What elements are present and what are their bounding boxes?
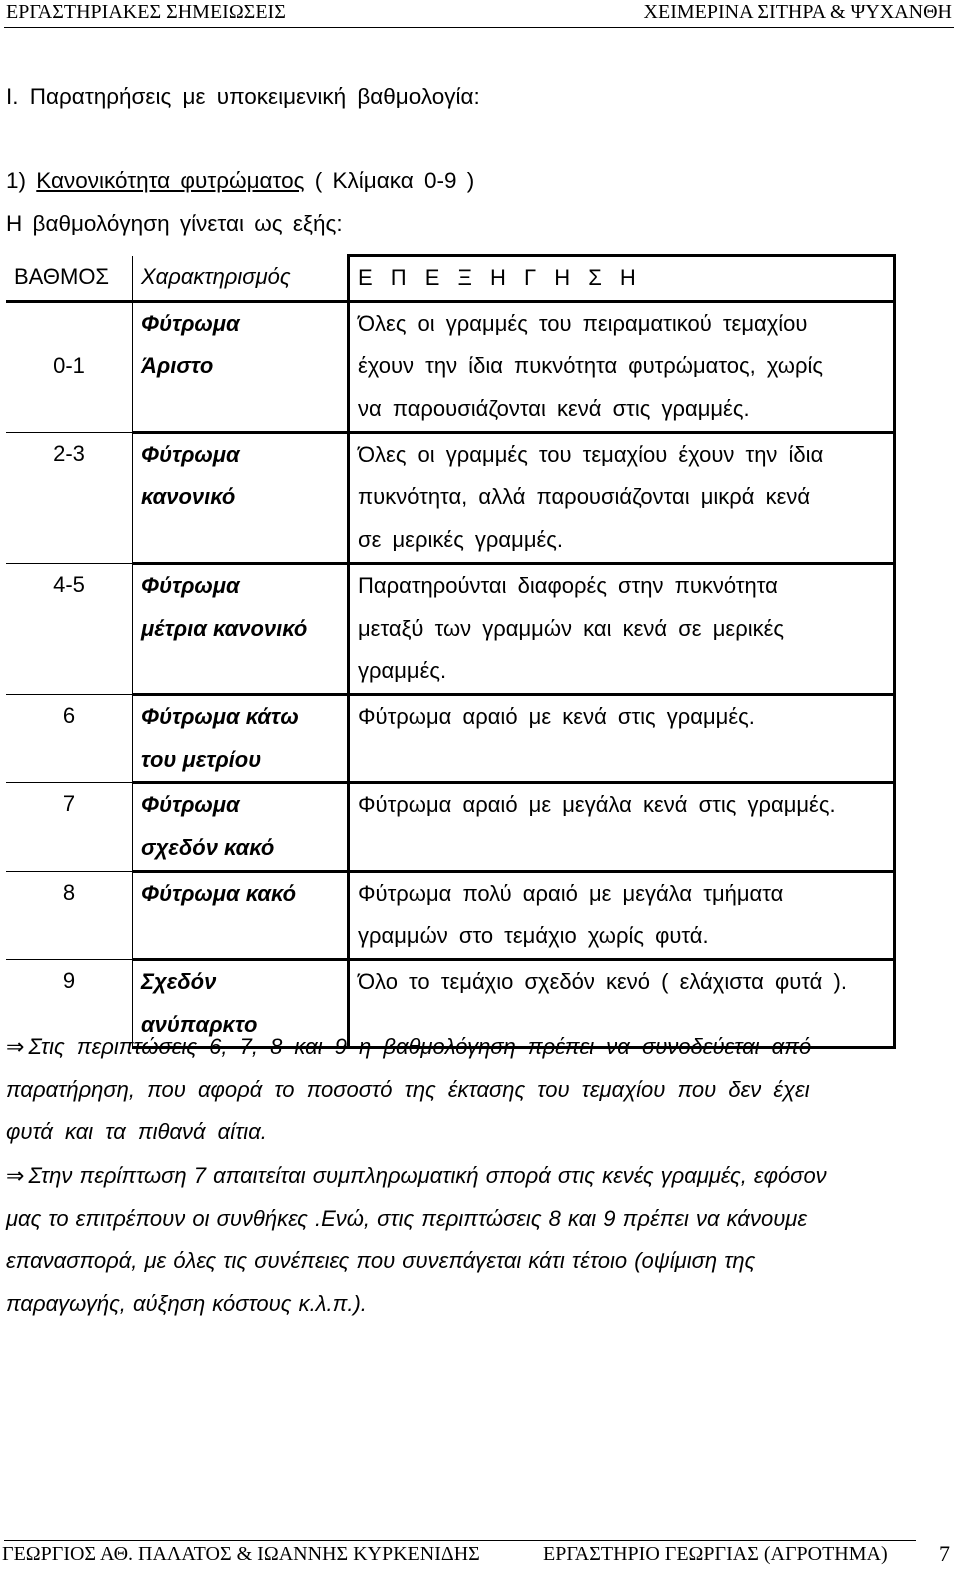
grading-table [6,254,896,1049]
table-row [6,301,895,432]
grade-cell-line: 8 [62,879,76,905]
table-row [6,783,895,871]
note-line: φυτά και τα πιθανά αίτια. [6,1119,267,1145]
scale-name: Κανονικότητα φυτρώματος [36,168,305,193]
characterization-cell [133,694,349,782]
grade-cell-line: 2-3 [53,440,85,466]
grade-cell [6,871,133,959]
footer-divider [4,1540,916,1541]
grade-cell-line: 0-1 [53,353,85,379]
explanation-cell-line: γραμμές. [358,658,447,684]
implies-arrow-icon: ⇒ [6,1163,25,1188]
grade-cell-line [6,388,132,431]
grade-cell-line [6,914,132,957]
grade-cell-line [6,518,132,561]
explanation-cell-line: Φύτρωμα πολύ αραιό με μεγάλα τμήματα [358,880,784,906]
characterization-cell [133,563,349,694]
explanation-cell-line: έχουν την ίδια πυκνότητα φυτρώματος, χωρίς [358,353,823,379]
grade-cell-line: 6 [62,702,76,728]
characterization-cell [133,871,349,959]
section-title: Ι. Παρατηρήσεις με υποκειμενική βαθμολογία: [6,84,480,109]
grade-cell-line: 9 [62,968,76,994]
running-header-right: ΧΕΙΜΕΡΙΝΑ ΣΙΤΗΡΑ & ΨΥΧΑΝΘΗ [643,1,952,23]
grading-intro: Η βαθμολόγηση γίνεται ως εξής: [6,211,343,236]
grade-cell [6,432,133,563]
grade-cell [6,783,133,871]
characterization-cell-line [141,388,347,431]
characterization-cell-line: Φύτρωμα [141,572,240,598]
characterization-cell-line: του μετρίου [141,746,262,772]
characterization-cell-line [141,650,347,693]
characterization-cell-line: Φύτρωμα [141,441,240,467]
grade-cell-line [6,738,132,781]
implies-arrow-icon: ⇒ [6,1034,25,1059]
explanation-cell [349,563,895,694]
grade-cell-line [6,607,132,650]
table-row [6,871,895,959]
grade-cell [6,694,133,782]
grade-cell-line [6,475,132,518]
note-line: Στις περιπτώσεις 6, 7, 8 και 9 η βαθμολόγηση πρέπει να συνοδεύεται από [28,1034,812,1059]
explanation-cell-line: πυκνότητα, αλλά παρουσιάζονται μικρά κενά [358,484,811,510]
characterization-cell-line: Φύτρωμα κάτω [141,703,299,729]
running-header-left: ΕΡΓΑΣΤΗΡΙΑΚΕΣ ΣΗΜΕΙΩΣΕΙΣ [6,1,286,23]
explanation-cell-line [358,827,893,870]
grade-cell-line: 7 [62,791,76,817]
characterization-cell-line: Σχεδόν [141,969,217,995]
page-number: 7 [939,1541,950,1566]
explanation-cell [349,783,895,871]
note-missing-plants [6,1026,926,1154]
explanation-cell-line: Όλες οι γραμμές του τεμαχίου έχουν την ίδια [358,441,824,467]
grade-cell-line [6,649,132,692]
explanation-cell [349,432,895,563]
grade-cell-line [6,303,132,346]
grade-cell-line [6,826,132,869]
characterization-cell-line: Φύτρωμα [141,310,240,336]
note-line: μας το επιτρέπουν οι συνθήκες .Ενώ, στις περιπτώσεις 8 και 9 πρέπει να κάνουμε [6,1205,808,1231]
explanation-cell-line: Όλο το τεμάχιο σχεδόν κενό ( ελάχιστα φυτά ). [358,969,847,995]
explanation-cell [349,301,895,432]
grade-cell [6,301,133,432]
explanation-cell-line: Φύτρωμα αραιό με μεγάλα κενά στις γραμμές. [358,792,836,818]
explanation-cell-line [358,739,893,782]
scale-number: 1) [6,168,27,193]
explanation-cell [349,871,895,959]
characterization-cell-line: μέτρια κανονικό [141,615,308,641]
characterization-cell-line [141,915,347,958]
scale-range: ( Κλίμακα 0-9 ) [314,168,475,193]
explanation-cell-line: να παρουσιάζονται κενά στις γραμμές. [358,396,750,422]
characterization-cell [133,783,349,871]
explanation-cell-line: γραμμών στο τεμάχιο χωρίς φυτά. [358,923,709,949]
explanation-cell-line: Παρατηρούνται διαφορές στην πυκνότητα [358,572,778,598]
characterization-cell-line: ανύπαρκτο [141,1011,258,1037]
note-line: επανασπορά, με όλες τις συνέπειες που συνεπάγεται κάτι τέτοιο (οψίμιση της [6,1248,756,1274]
characterization-cell [133,432,349,563]
explanation-cell [349,694,895,782]
explanation-cell-line: μεταξύ των γραμμών και κενά σε μερικές [358,615,784,641]
grade-cell [6,563,133,694]
characterization-cell-line [141,519,347,562]
scale-title [6,168,474,194]
footer-authors: ΓΕΩΡΓΙΟΣ ΑΘ. ΠΑΛΑΤΟΣ & ΙΩΑΝΝΗΣ ΚΥΡΚΕΝΙΔΗΣ [2,1543,480,1565]
characterization-cell-line: κανονικό [141,484,236,510]
header-grade: ΒΑΘΜΟΣ [6,256,133,302]
explanation-cell-line: σε μερικές γραμμές. [358,527,564,553]
table-row [6,563,895,694]
header-divider [4,27,954,28]
characterization-cell-line: Φύτρωμα κακό [141,880,297,906]
explanation-cell-line: Φύτρωμα αραιό με κενά στις γραμμές. [358,703,755,729]
footer-lab: ΕΡΓΑΣΤΗΡΙΟ ΓΕΩΡΓΙΑΣ (ΑΓΡΟΤΗΜΑ) [543,1543,888,1565]
characterization-cell [133,301,349,432]
table-row [6,432,895,563]
note-line: παραγωγής, αύξηση κόστους κ.λ.π.). [6,1291,367,1317]
note-line: παρατήρηση, που αφορά το ποσοστό της έκτασης του τεμαχίου που δεν έχει [6,1076,810,1102]
grade-cell-line: 4-5 [53,571,85,597]
note-resowing [6,1155,926,1326]
header-explanation: Ε Π Ε Ξ Η Γ Η Σ Η [349,256,895,302]
header-characterization: Χαρακτηρισμός [133,256,349,302]
explanation-cell-line: Όλες οι γραμμές του πειραματικού τεμαχίου [358,310,808,336]
characterization-cell-line: σχεδόν κακό [141,834,275,860]
characterization-cell-line: Φύτρωμα [141,792,240,818]
characterization-cell-line: Άριστο [141,353,214,379]
table-header-row [6,256,895,302]
note-line: Στην περίπτωση 7 απαιτείται συμπληρωματική σπορά στις κενές γραμμές, εφόσον [28,1163,827,1188]
table-row [6,694,895,782]
